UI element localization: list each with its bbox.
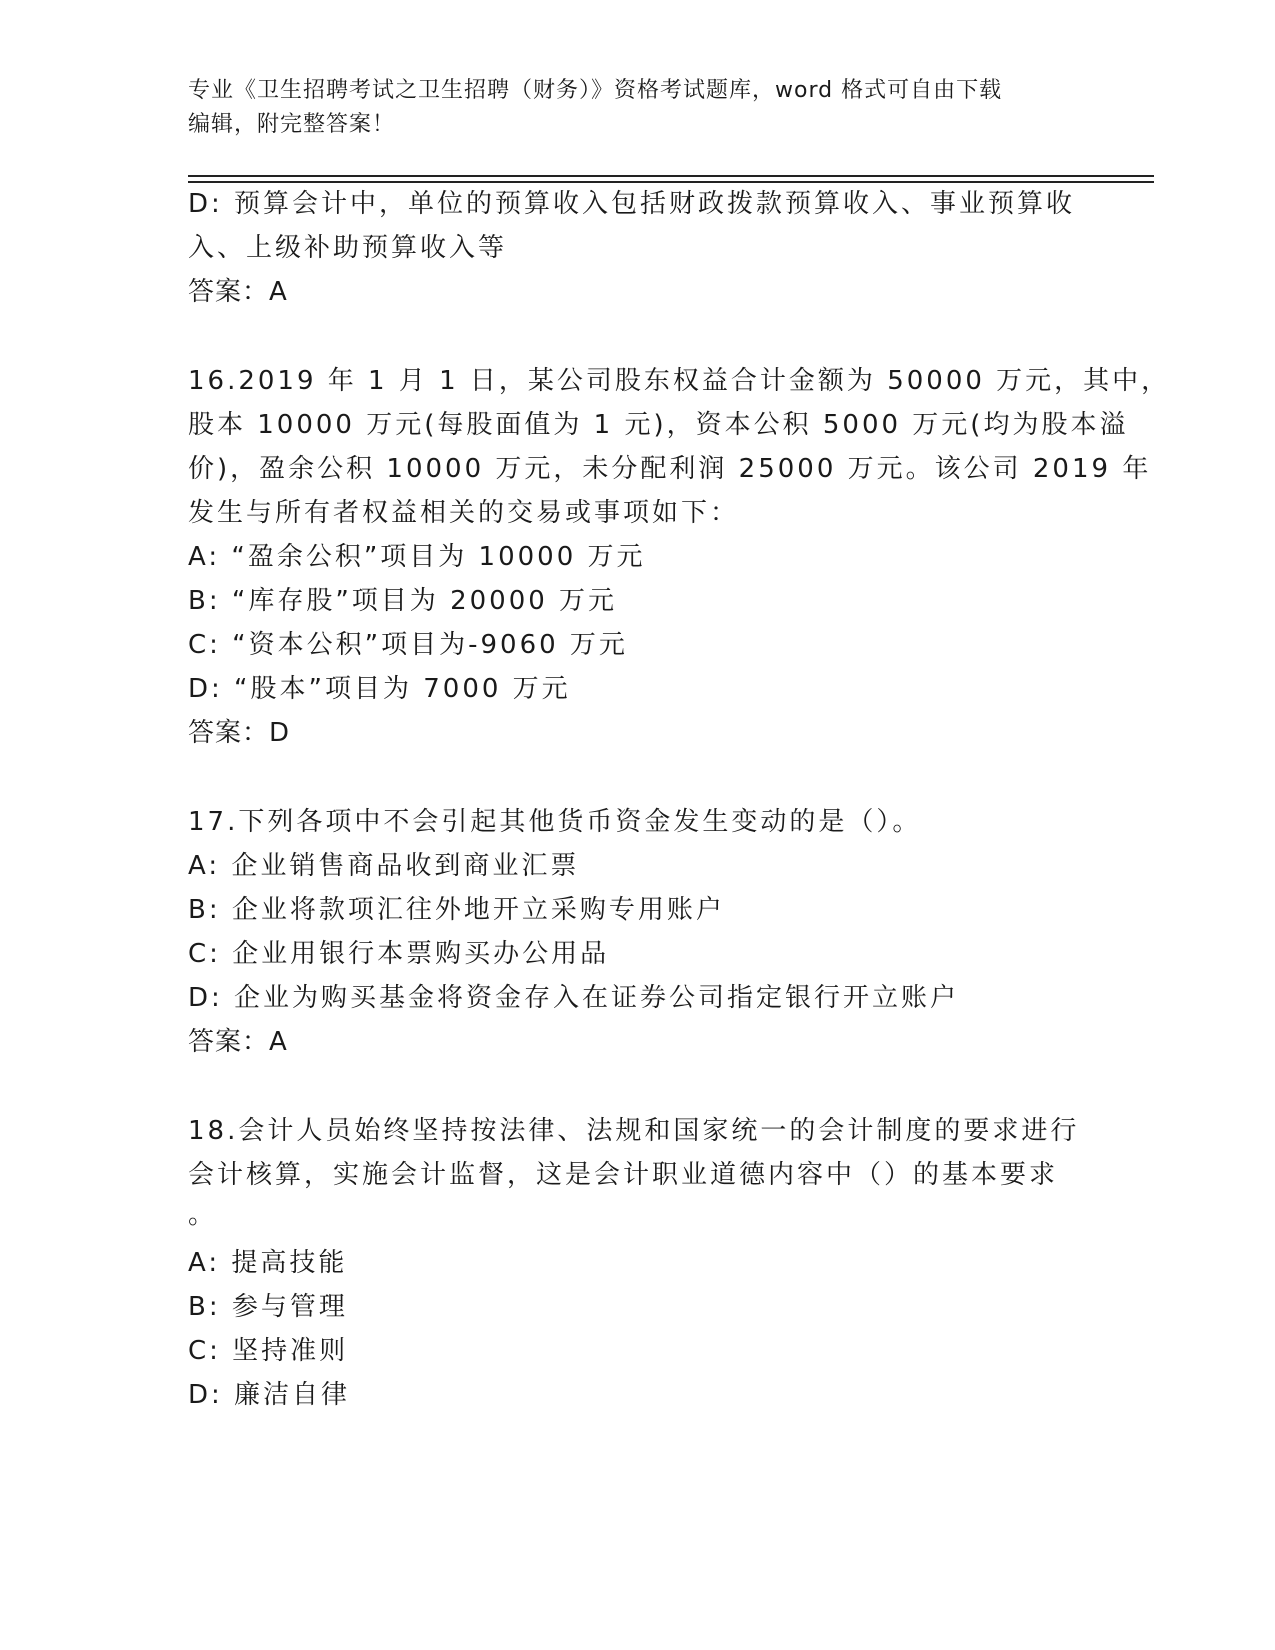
q16-stem-line-4: 发生与所有者权益相关的交易或事项如下： [188,498,740,528]
q18-option-b: B: 参与管理 [188,1292,348,1322]
q18-option-c: C: 坚持准则 [188,1336,349,1366]
q15-answer: 答案：A [188,277,288,307]
header-divider-bottom [188,181,1154,183]
q18-option-d: D: 廉洁自律 [188,1380,351,1410]
document-header [188,74,1088,142]
q17-stem: 17.下列各项中不会引起其他货币资金发生变动的是（）。 [188,807,922,837]
q18-stem-line-2: 会计核算，实施会计监督，这是会计职业道德内容中（）的基本要求 [188,1160,1059,1190]
q16-stem-line-1: 16.2019 年 1 月 1 日，某公司股东权益合计金额为 50000 万元，其中， [188,366,1171,396]
q16-stem-line-3: 价)，盈余公积 10000 万元，未分配利润 25000 万元。该公司 2019 年 [188,454,1152,484]
q16-option-d: D: “股本”项目为 7000 万元 [188,674,571,704]
q15-option-d-line-1: D: 预算会计中，单位的预算收入包括财政拨款预算收入、事业预算收 [188,189,1076,219]
q18-option-a: A: 提高技能 [188,1248,348,1278]
q15-option-d-line-2: 入、上级补助预算收入等 [188,233,508,263]
header-line-2: 编辑，附完整答案！ [188,112,396,137]
q16-option-a: A: “盈余公积”项目为 10000 万元 [188,542,646,572]
header-line-1: 专业《卫生招聘考试之卫生招聘（财务）》资格考试题库，word 格式可自由下载 [188,78,1003,103]
header-divider-top [188,175,1154,177]
q17-option-a: A: 企业销售商品收到商业汇票 [188,851,580,881]
q18-stem-line-3: 。 [188,1200,218,1230]
q16-stem-line-2: 股本 10000 万元(每股面值为 1 元)，资本公积 5000 万元(均为股本溢 [188,410,1129,440]
q17-option-d: D: 企业为购买基金将资金存入在证券公司指定银行开立账户 [188,983,960,1013]
q16-option-c: C: “资本公积”项目为-9060 万元 [188,630,628,660]
q17-option-c: C: 企业用银行本票购买办公用品 [188,939,610,969]
q18-stem-line-1: 18.会计人员始终坚持按法律、法规和国家统一的会计制度的要求进行 [188,1116,1080,1146]
q16-option-b: B: “库存股”项目为 20000 万元 [188,586,618,616]
q17-option-b: B: 企业将款项汇往外地开立采购专用账户 [188,895,725,925]
q16-answer: 答案：D [188,718,291,748]
q17-answer: 答案：A [188,1027,288,1057]
